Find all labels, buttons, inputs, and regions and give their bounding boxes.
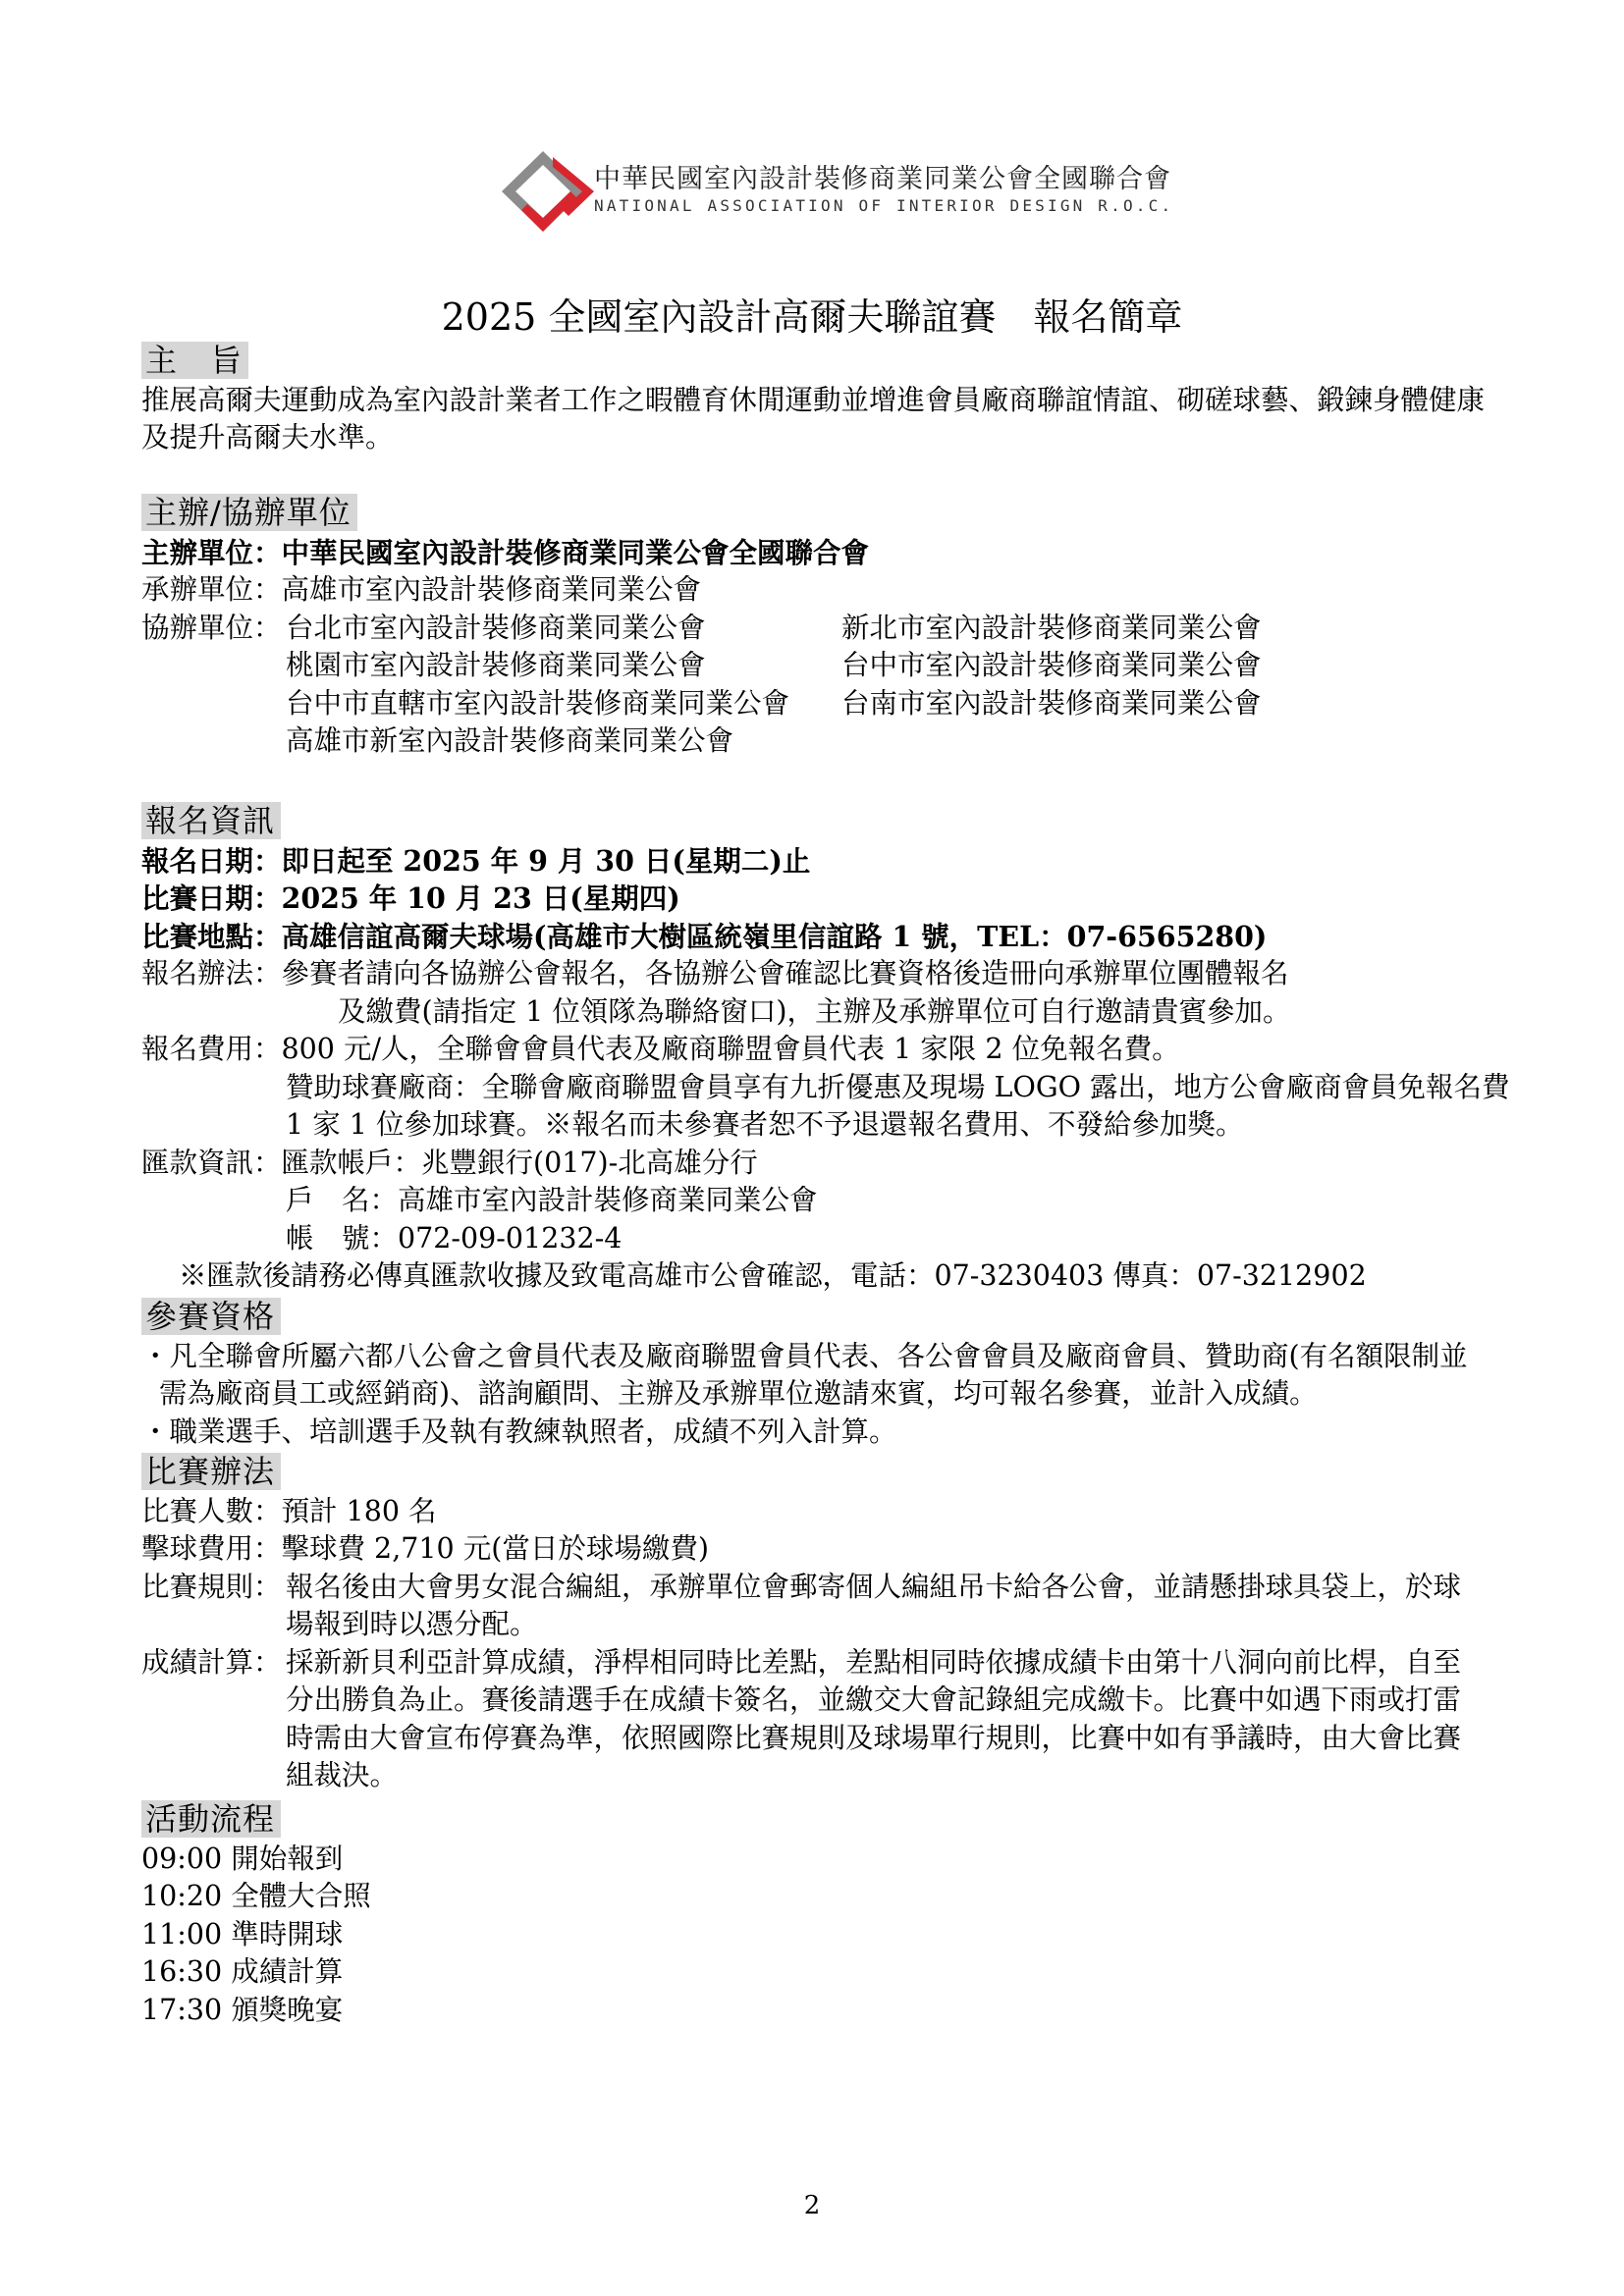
co-organizer-grid — [141, 610, 1487, 761]
section-organizers — [141, 494, 1487, 761]
eligibility-item: ・職業選手、培訓選手及執有教練執照者，成績不列入計算。 — [141, 1415, 897, 1448]
purpose-text: 推展高爾夫運動成為室內設計業者工作之暇體育休閒運動並增進會員廠商聯誼情誼、砌磋球藝、鍛鍊身體健康及提升高爾夫水準。 — [141, 383, 1486, 454]
schedule-item: 09:00 開始報到 — [141, 1842, 344, 1875]
section-heading: 報名資訊 — [141, 802, 281, 839]
green-fee: 擊球費用：擊球費 2,710 元(當日於球場繳費) — [141, 1532, 709, 1565]
org-name-en: NATIONAL ASSOCIATION OF INTERIOR DESIGN R.O.C. — [594, 196, 1174, 215]
schedule-item: 17:30 頒獎晚宴 — [141, 1993, 344, 2026]
section-heading: 參賽資格 — [141, 1298, 281, 1335]
schedule-item: 11:00 準時開球 — [141, 1917, 344, 1950]
scoring — [141, 1644, 1487, 1795]
section-heading: 主辦/協辦單位 — [141, 494, 357, 531]
section-eligibility — [141, 1298, 1487, 1451]
schedule-item: 10:20 全體大合照 — [141, 1880, 371, 1912]
match-rules-text: 報名後由大會男女混合編組，承辦單位會郵寄個人編組吊卡給各公會，並請懸掛球具袋上，於球場報到時以憑分配。 — [286, 1570, 1462, 1640]
registration-date: 報名日期：即日起至 2025 年 9 月 30 日(星期二)止 — [141, 843, 811, 878]
co-organizer-item: 台南市室內設計裝修商業同業公會 — [841, 686, 1262, 720]
section-heading: 活動流程 — [141, 1800, 281, 1838]
co-organizer-item: 新北市室內設計裝修商業同業公會 — [841, 611, 1262, 644]
remit-account: 匯款資訊：匯款帳戶：兆豐銀行(017)-北高雄分行 — [141, 1146, 758, 1179]
remit-account-name: 戶 名：高雄市室內設計裝修商業同業公會 — [286, 1184, 818, 1216]
section-rules — [141, 1453, 1487, 1795]
player-count: 比賽人數：預計 180 名 — [141, 1494, 437, 1527]
section-heading: 主 旨 — [141, 342, 248, 379]
remit-note: ※匯款後請務必傳真匯款收據及致電高雄市公會確認，電話：07-3230403 傳真：07-3212902 — [179, 1259, 1367, 1292]
page-number: 2 — [803, 2191, 821, 2220]
match-rules — [141, 1569, 1487, 1644]
section-purpose — [141, 342, 1487, 457]
match-venue: 比賽地點：高雄信誼高爾夫球場(高雄市大樹區統嶺里信誼路 1 號，TEL：07-6565280) — [141, 919, 1268, 953]
co-organizer-item: 台北市室內設計裝修商業同業公會 — [286, 611, 706, 644]
co-organizer-item: 高雄市新室內設計裝修商業同業公會 — [286, 724, 734, 757]
match-date: 比賽日期：2025 年 10 月 23 日(星期四) — [141, 881, 680, 915]
header-logo — [488, 147, 1174, 236]
sponsor-fee: 贊助球賽廠商：全聯會廠商聯盟會員享有九折優惠及現場 LOGO 露出，地方公會廠商會員免報名費 — [286, 1070, 1510, 1103]
host-unit: 主辦單位：中華民國室內設計裝修商業同業公會全國聯合會 — [141, 535, 870, 569]
org-name-zh: 中華民國室內設計裝修商業同業公會全國聯合會 — [594, 164, 1171, 194]
section-heading: 比賽辦法 — [141, 1453, 281, 1490]
registration-fee: 報名費用：800 元/人，全聯會會員代表及廠商聯盟會員代表 1 家限 2 位免報名費。 — [141, 1033, 1180, 1065]
page-title: 2025 全國室內設計高爾夫聯誼賽 報名簡章 — [441, 295, 1183, 339]
remit-account-number: 帳 號：072-09-01232-4 — [286, 1221, 623, 1255]
co-organizer-item: 台中市直轄市室內設計裝修商業同業公會 — [286, 686, 790, 720]
scoring-label: 成績計算： — [141, 1645, 282, 1679]
section-schedule — [141, 1800, 1487, 2029]
diamond-logo-icon — [488, 147, 598, 236]
sponsor-fee-cont: 1 家 1 位參加球賽。※報名而未參賽者恕不予退還報名費用、不發給參加獎。 — [286, 1108, 1244, 1141]
section-registration — [141, 802, 1510, 1296]
co-organizer-item: 台中市室內設計裝修商業同業公會 — [841, 649, 1262, 681]
scoring-text: 採新新貝利亞計算成績，淨桿相同時比差點，差點相同時依據成績卡由第十八洞向前比桿，自至分出勝負為止。賽後請選手在成績卡簽名，並繳交大會記錄組完成繳卡。比賽中如遇下雨或打雷時需由大會宣布停賽為準，依照國際比賽規則及球場單行規則，比賽中如有爭議時，由大會比賽組裁決。 — [286, 1645, 1462, 1791]
schedule-item: 16:30 成績計算 — [141, 1955, 344, 1988]
undertaker-unit: 承辦單位：高雄市室內設計裝修商業同業公會 — [141, 573, 702, 606]
match-rules-label: 比賽規則： — [141, 1570, 282, 1603]
registration-method: 報名辦法：參賽者請向各協辦公會報名，各協辦公會確認比賽資格後造冊向承辦單位團體報名 — [141, 957, 1289, 989]
registration-method-cont: 及繳費(請指定 1 位領隊為聯絡窗口)，主辦及承辦單位可自行邀請貴賓參加。 — [338, 994, 1291, 1028]
eligibility-item: ・凡全聯會所屬六都八公會之會員代表及廠商聯盟會員代表、各公會會員及廠商會員、贊助商(有名額限制並需為廠商員工或經銷商)、諮詢顧問、主辦及承辦單位邀請來賓，均可報名參賽，並計入成績。 — [141, 1339, 1468, 1410]
co-organizer-label: 協辦單位： — [141, 611, 282, 644]
co-organizer-item: 桃園市室內設計裝修商業同業公會 — [286, 649, 706, 681]
